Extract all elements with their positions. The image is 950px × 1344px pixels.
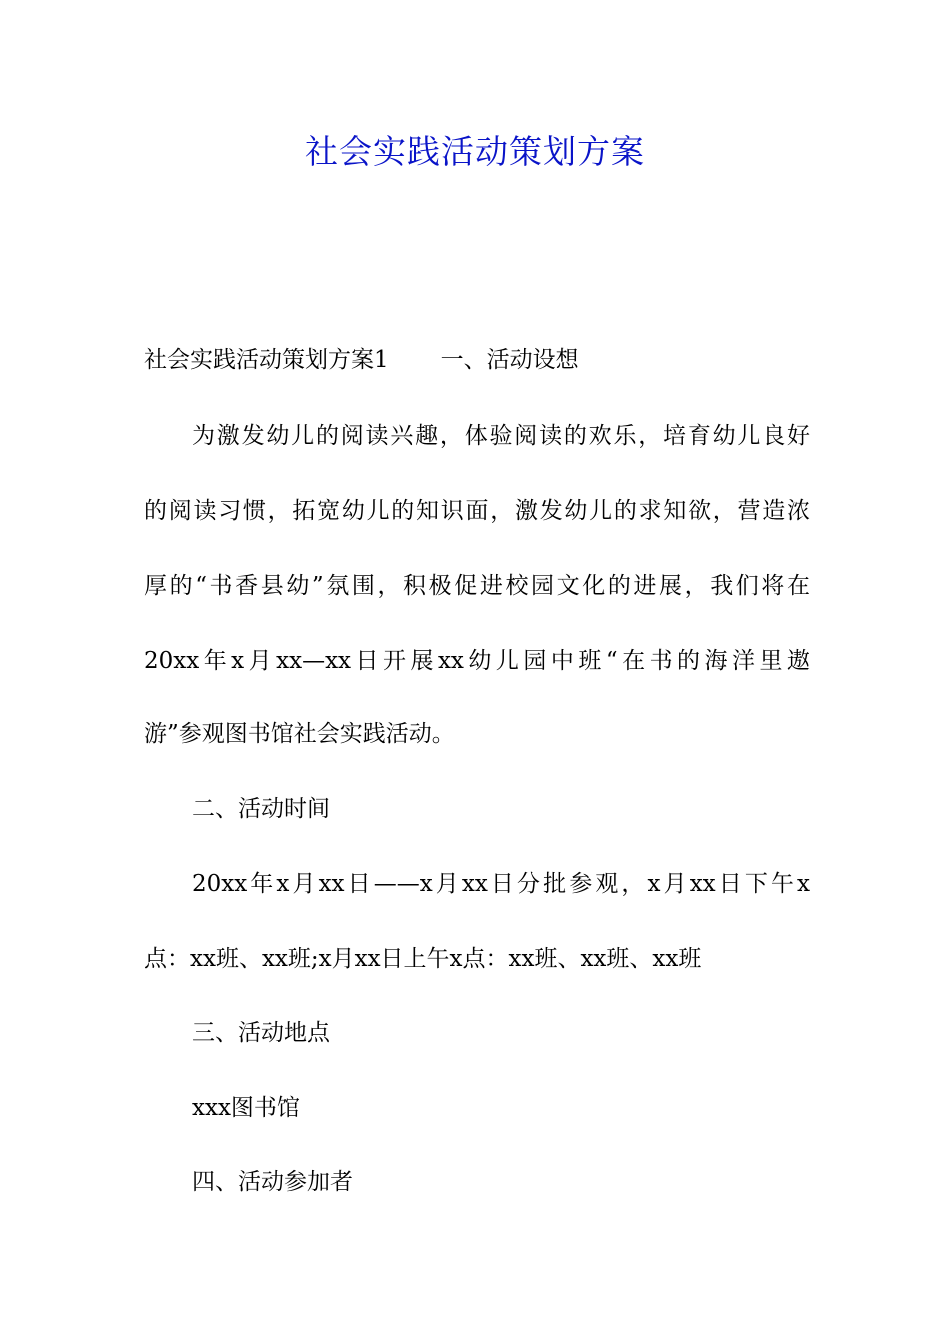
section3-heading: 三、活动地点 bbox=[192, 1020, 330, 1046]
section1-heading: 一、活动设想 bbox=[440, 347, 579, 373]
para1-line-1: 为激发幼儿的阅读兴趣，体验阅读的欢乐，培育幼儿良好 bbox=[192, 423, 810, 449]
para1-line-3: 厚的“书香县幼”氛围，积极促进校园文化的进展，我们将在 bbox=[144, 573, 810, 599]
section4-heading: 四、活动参加者 bbox=[192, 1169, 353, 1195]
para1-line-4: 20xx年x月xx—xx日开展xx幼儿园中班“在书的海洋里遨 bbox=[144, 648, 810, 674]
document-title: 社会实践活动策划方案 bbox=[305, 132, 645, 171]
location-text: xxx图书馆 bbox=[192, 1095, 300, 1121]
intro-heading: 社会实践活动策划方案1 bbox=[144, 347, 389, 373]
intro-line bbox=[144, 344, 810, 376]
para1-line-5: 游”参观图书馆社会实践活动。 bbox=[144, 721, 455, 747]
para1-line-2: 的阅读习惯，拓宽幼儿的知识面，激发幼儿的求知欲，营造浓 bbox=[144, 498, 810, 524]
para2-line-1: 20xx年x月xx日——x月xx日分批参观，x月xx日下午x bbox=[192, 871, 810, 897]
section2-heading: 二、活动时间 bbox=[192, 796, 330, 822]
para2-line-2: 点：xx班、xx班;x月xx日上午x点：xx班、xx班、xx班 bbox=[144, 946, 702, 972]
